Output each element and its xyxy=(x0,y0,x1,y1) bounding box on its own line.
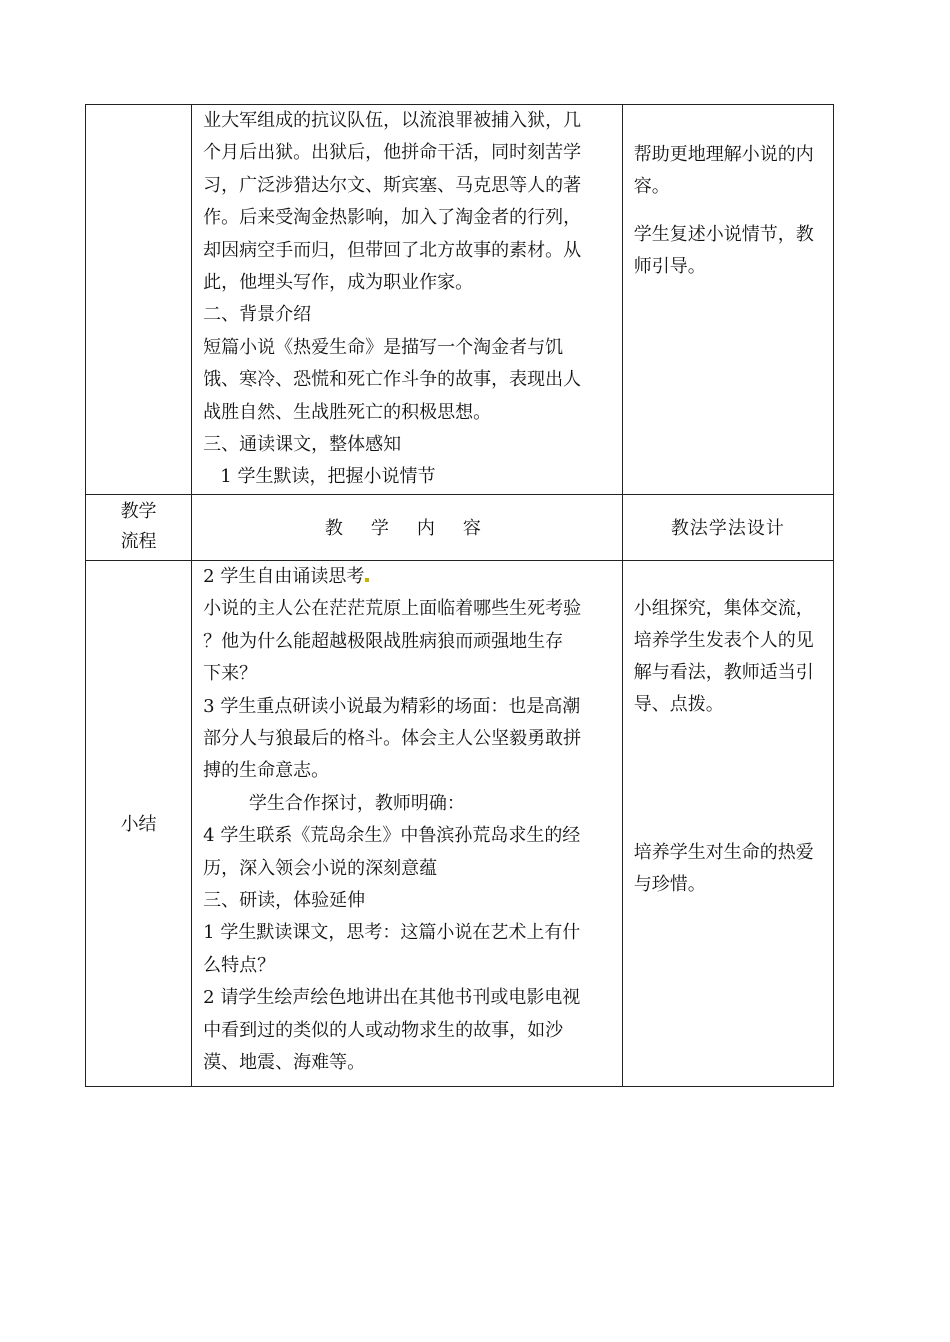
content-line: 个月后出狱。出狱后，他拼命干活，同时刻苦学 xyxy=(203,142,582,164)
content-line: 下来？ xyxy=(203,663,258,685)
content-line: 战胜自然、生战胜死亡的积极思想。 xyxy=(203,401,492,423)
content-line: 小说的主人公在茫茫荒原上面临着哪些生死考验 xyxy=(203,598,582,620)
empty-label-cell xyxy=(86,105,192,495)
content-line: 学生合作探讨，教师明确： xyxy=(203,792,465,814)
content-line: 部分人与狼最后的格斗。体会主人公坚毅勇敢拼 xyxy=(203,727,582,749)
content-line: 习，广泛涉猎达尔文、斯宾塞、马克思等人的著 xyxy=(203,174,582,196)
content-line: 却因病空手而归，但带回了北方故事的素材。从 xyxy=(203,239,582,261)
content-line: 漠、地震、海难等。 xyxy=(203,1051,366,1073)
content-line: 作。后来受淘金热影响，加入了淘金者的行列， xyxy=(203,207,582,229)
method-text: 学生复述小说情节，教师引导。 xyxy=(633,224,814,277)
content-line: ？他为什么能超越极限战胜病狼而顽强地生存 xyxy=(203,630,564,652)
section-heading: 三、通读课文，整体感知 xyxy=(203,434,402,456)
header-row xyxy=(86,494,834,560)
header-flow-line1: 教学 xyxy=(120,501,157,523)
content-line: 2 请学生绘声绘色地讲出在其他书刊或电影电视 xyxy=(203,987,581,1009)
table-row xyxy=(86,560,834,1086)
content-line: 饿、寒冷、恐慌和死亡作斗争的故事，表现出人 xyxy=(203,369,582,391)
lesson-plan-table xyxy=(85,104,834,1087)
method-text: 小组探究，集体交流，培养学生发表个人的见解与看法，教师适当引导、点拨。 xyxy=(633,597,814,715)
section-heading: 二、背景介绍 xyxy=(203,304,312,326)
header-method-cell: 教法学法设计 xyxy=(622,494,833,560)
content-line: 2 学生自由诵读思考 xyxy=(203,561,614,593)
content-line: 搏的生命意志。 xyxy=(203,760,330,782)
content-line: 此，他埋头写作，成为职业作家。 xyxy=(203,272,474,294)
marker-dot-icon xyxy=(365,578,369,582)
content-line: 历，深入领会小说的深刻意蕴 xyxy=(203,857,438,879)
summary-label-cell: 小结 xyxy=(86,560,192,1086)
content-line: 业大军组成的抗议队伍，以流浪罪被捕入狱，几 xyxy=(203,110,582,131)
content-line: 中看到过的类似的人或动物求生的故事，如沙 xyxy=(203,1019,564,1041)
method-cell xyxy=(622,105,833,495)
content-cell xyxy=(192,105,623,495)
method-text: 培养学生对生命的热爱与珍惜。 xyxy=(633,841,814,895)
content-line: 3 学生重点研读小说最为精彩的场面：也是高潮 xyxy=(203,695,581,717)
header-flow-line2: 流程 xyxy=(120,531,157,553)
content-cell xyxy=(192,560,623,1086)
method-cell xyxy=(622,560,833,1086)
content-line: 短篇小说《热爱生命》是描写一个淘金者与饥 xyxy=(203,336,564,358)
content-line: 4 学生联系《荒岛余生》中鲁滨孙荒岛求生的经 xyxy=(203,825,581,847)
content-line: 1 学生默读，把握小说情节 xyxy=(203,466,436,488)
content-line: 么特点？ xyxy=(203,954,276,976)
content-line: 1 学生默读课文，思考：这篇小说在艺术上有什 xyxy=(203,922,581,944)
table-row xyxy=(86,105,834,495)
method-text: 帮助更地理解小说的内容。 xyxy=(633,144,814,197)
section-heading: 三、研读，体验延伸 xyxy=(203,889,366,911)
header-flow-cell xyxy=(86,494,192,560)
header-content-cell: 教学内容 xyxy=(192,494,623,560)
